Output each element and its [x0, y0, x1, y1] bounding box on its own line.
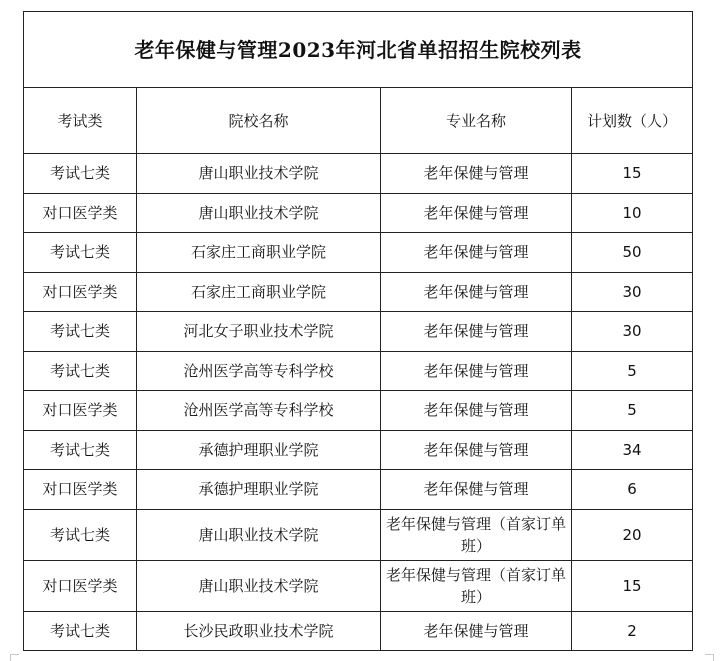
- header-major: 专业名称: [381, 88, 572, 154]
- category-cell: 对口医学类: [24, 193, 137, 233]
- major-cell: 老年保健与管理: [381, 312, 572, 352]
- category-cell: 考试七类: [24, 233, 137, 273]
- major-cell: 老年保健与管理: [381, 611, 572, 651]
- school-cell: 唐山职业技术学院: [137, 193, 381, 233]
- major-cell: 老年保健与管理: [381, 351, 572, 391]
- school-cell: 沧州医学高等专科学校: [137, 351, 381, 391]
- plan-cell: 30: [572, 312, 693, 352]
- major-cell: 老年保健与管理: [381, 391, 572, 431]
- title-row: [24, 12, 693, 88]
- plan-cell: 15: [572, 154, 693, 194]
- category-cell: 对口医学类: [24, 470, 137, 510]
- plan-cell: 34: [572, 430, 693, 470]
- table-row: [24, 233, 693, 273]
- school-cell: 石家庄工商职业学院: [137, 272, 381, 312]
- table-row: [24, 560, 693, 611]
- category-cell: 考试七类: [24, 430, 137, 470]
- school-cell: 承德护理职业学院: [137, 470, 381, 510]
- category-cell: 对口医学类: [24, 391, 137, 431]
- table-row: [24, 391, 693, 431]
- header-category: 考试类: [24, 88, 137, 154]
- header-school: 院校名称: [137, 88, 381, 154]
- major-cell: 老年保健与管理: [381, 154, 572, 194]
- school-cell: 唐山职业技术学院: [137, 154, 381, 194]
- major-cell: 老年保健与管理（首家订单班）: [381, 509, 572, 560]
- table-row: [24, 430, 693, 470]
- category-cell: 考试七类: [24, 154, 137, 194]
- school-cell: 唐山职业技术学院: [137, 509, 381, 560]
- school-cell: 河北女子职业技术学院: [137, 312, 381, 352]
- page-corner-mark-left: [10, 654, 19, 661]
- plan-cell: 20: [572, 509, 693, 560]
- plan-cell: 5: [572, 351, 693, 391]
- table-row: [24, 611, 693, 651]
- table-row: [24, 312, 693, 352]
- table-row: [24, 272, 693, 312]
- category-cell: 对口医学类: [24, 272, 137, 312]
- plan-cell: 5: [572, 391, 693, 431]
- school-cell: 石家庄工商职业学院: [137, 233, 381, 273]
- plan-cell: 30: [572, 272, 693, 312]
- school-cell: 长沙民政职业技术学院: [137, 611, 381, 651]
- plan-cell: 10: [572, 193, 693, 233]
- major-cell: 老年保健与管理: [381, 470, 572, 510]
- page-corner-mark-right: [705, 654, 714, 661]
- plan-cell: 15: [572, 560, 693, 611]
- plan-cell: 2: [572, 611, 693, 651]
- major-cell: 老年保健与管理: [381, 430, 572, 470]
- admissions-table: [23, 11, 693, 651]
- plan-cell: 6: [572, 470, 693, 510]
- table-row: [24, 351, 693, 391]
- category-cell: 考试七类: [24, 351, 137, 391]
- school-cell: 唐山职业技术学院: [137, 560, 381, 611]
- table-row: [24, 470, 693, 510]
- major-cell: 老年保健与管理: [381, 193, 572, 233]
- major-cell: 老年保健与管理: [381, 233, 572, 273]
- category-cell: 对口医学类: [24, 560, 137, 611]
- major-cell: 老年保健与管理: [381, 272, 572, 312]
- table-row: [24, 509, 693, 560]
- school-cell: 沧州医学高等专科学校: [137, 391, 381, 431]
- category-cell: 考试七类: [24, 611, 137, 651]
- plan-cell: 50: [572, 233, 693, 273]
- major-cell: 老年保健与管理（首家订单班）: [381, 560, 572, 611]
- header-plan: 计划数（人）: [572, 88, 693, 154]
- category-cell: 考试七类: [24, 312, 137, 352]
- table-title: 老年保健与管理2023年河北省单招招生院校列表: [24, 12, 693, 88]
- table-row: [24, 154, 693, 194]
- table-row: [24, 193, 693, 233]
- school-cell: 承德护理职业学院: [137, 430, 381, 470]
- category-cell: 考试七类: [24, 509, 137, 560]
- header-row: [24, 88, 693, 154]
